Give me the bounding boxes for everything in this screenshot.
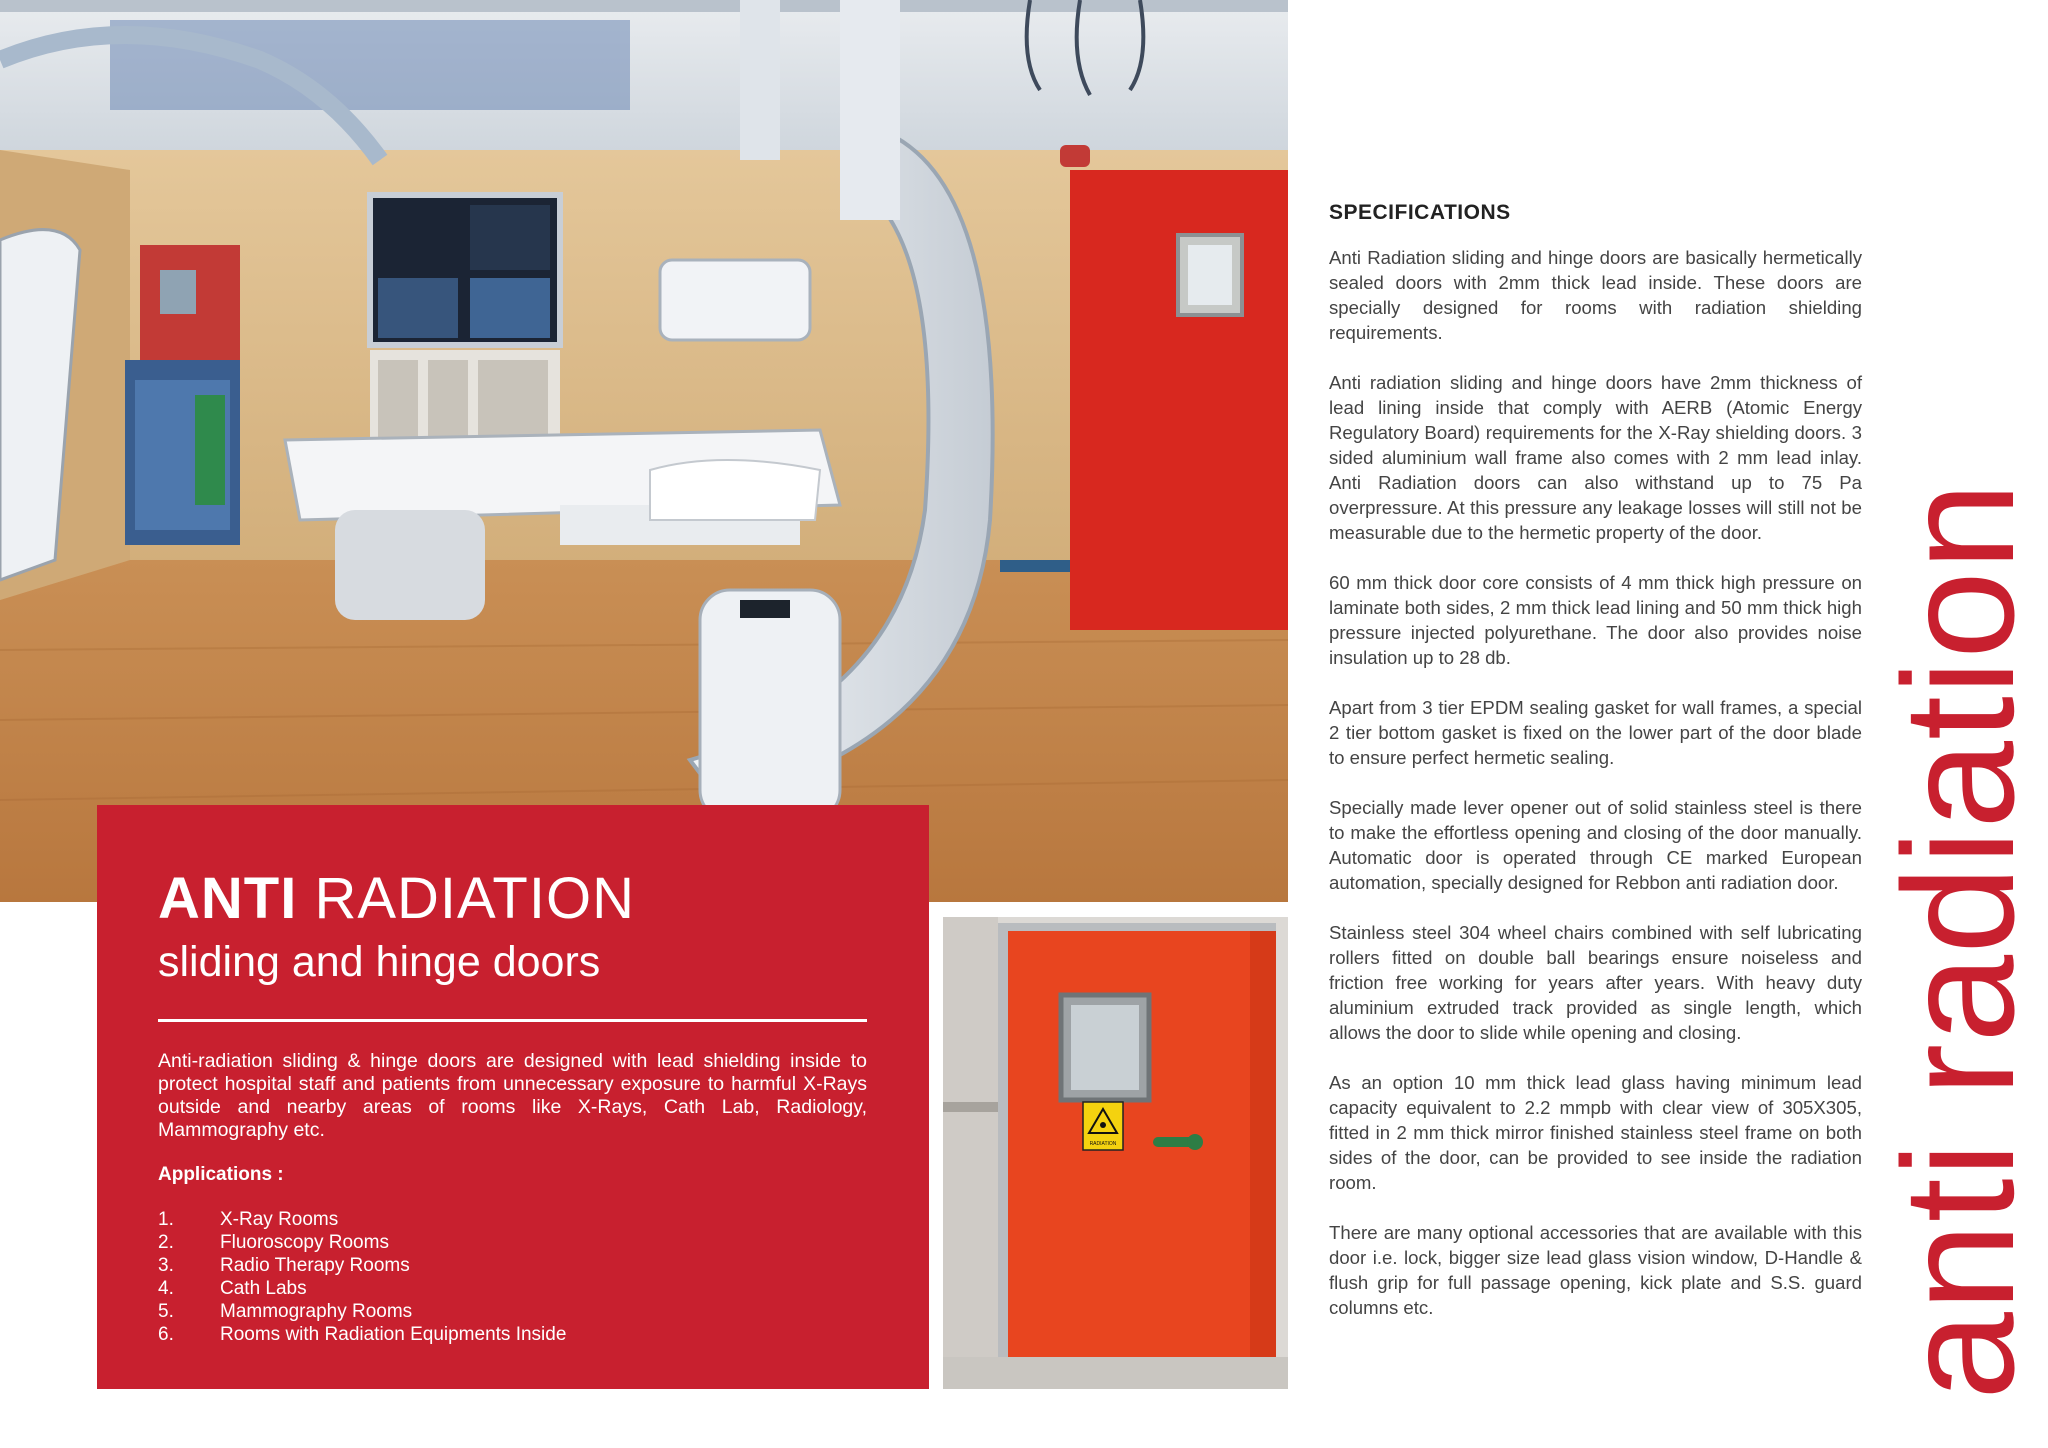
spec-paragraph: Anti radiation sliding and hinge doors have 2mm thickness of lead lining inside that comply with AERB (Atomic Energy Regulatory Board) requirements for the X-Ray shielding doors. 3 sided aluminium wall frame also comes with 2 mm lead inlay. Anti Radiation doors can also withstand up to 75 Pa overpressure. At this pressure any leakage losses will still not be measurable due to the hermetic property of the door. bbox=[1329, 372, 1862, 543]
intro-paragraph: Anti-radiation sliding & hinge doors are designed with lead shielding inside to protect hospital staff and patients from unnecessary exposure to harmful X-Rays outside and nearby areas of rooms like X-Rays, Cath Lab, Radiology, Mammography etc. bbox=[158, 1050, 867, 1141]
cath-lab-photo bbox=[0, 0, 1288, 902]
spec-paragraph: Anti Radiation sliding and hinge doors are basically hermetically sealed doors with 2mm thick lead inside. These doors are specially designed for rooms with radiation shielding requirements. bbox=[1329, 247, 1862, 343]
specifications-section bbox=[1329, 200, 1862, 1345]
applications-heading: Applications : bbox=[158, 1164, 284, 1185]
radiation-sign-label: RADIATION bbox=[1089, 1141, 1117, 1147]
spec-paragraph: Apart from 3 tier EPDM sealing gasket for wall frames, a special 2 tier bottom gasket is fixed on the lower part of the door blade to ensure perfect hermetic sealing. bbox=[1329, 697, 1862, 768]
list-item: 6. Rooms with Radiation Equipments Inside bbox=[158, 1324, 567, 1345]
title-panel bbox=[97, 805, 929, 1389]
title-bold-word: ANTI bbox=[158, 866, 298, 931]
vertical-heading: anti radiation bbox=[1871, 481, 2047, 1400]
specifications-heading: SPECIFICATIONS bbox=[1329, 201, 1511, 224]
title-divider bbox=[158, 1019, 867, 1022]
spec-paragraph: Stainless steel 304 wheel chairs combined with self lubricating rollers fitted on double ball bearings ensure noiseless and friction free working for years after years. With heavy duty aluminium extruded track provided as single length, which allows the door to slide while opening and closing. bbox=[1329, 922, 1862, 1043]
page-title bbox=[158, 867, 868, 931]
applications-list bbox=[158, 1208, 868, 1346]
spec-paragraph: As an option 10 mm thick lead glass having minimum lead capacity equivalent to 2.2 mmpb with clear view of 305X305, fitted in 2 mm thick mirror finished stainless steel frame on both sides of the door, can be provided to see inside the radiation room. bbox=[1329, 1072, 1862, 1193]
list-item: 5. Mammography Rooms bbox=[158, 1301, 413, 1322]
spec-paragraph: There are many optional accessories that are available with this door i.e. lock, bigger size lead glass vision window, D-Handle & flush grip for full passage opening, kick plate and S.S. guard columns etc. bbox=[1329, 1222, 1862, 1318]
orange-door-illustration bbox=[943, 917, 1288, 1389]
page-subtitle: sliding and hinge doors bbox=[158, 938, 601, 986]
list-item: 2. Fluoroscopy Rooms bbox=[158, 1232, 389, 1253]
list-item: 3. Radio Therapy Rooms bbox=[158, 1255, 410, 1276]
spec-paragraph: Specially made lever opener out of solid stainless steel is there to make the effortless opening and closing of the door manually. Automatic door is operated through CE marked European automation, specially designed for Rebbon anti radiation door. bbox=[1329, 797, 1862, 893]
vertical-heading-wrap bbox=[1871, 340, 2048, 1400]
spec-paragraph: 60 mm thick door core consists of 4 mm thick high pressure on laminate both sides, 2 mm thick lead lining and 50 mm thick high pressure injected polyurethane. The door also provides noise insulation up to 28 db. bbox=[1329, 572, 1862, 668]
door-photo bbox=[943, 917, 1288, 1389]
title-light-word: RADIATION bbox=[314, 866, 635, 931]
list-item: 4. Cath Labs bbox=[158, 1278, 307, 1299]
cath-lab-illustration bbox=[0, 0, 1288, 902]
list-item: 1. X-Ray Rooms bbox=[158, 1209, 339, 1230]
